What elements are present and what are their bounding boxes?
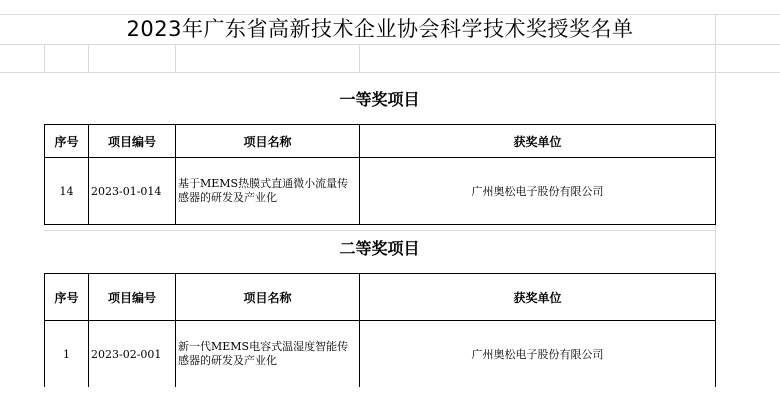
cell-unit: 广州奥松电子股份有限公司: [360, 321, 716, 388]
column-header-index: 序号: [45, 274, 89, 321]
gridline: [44, 230, 715, 231]
column-header-unit: 获奖单位: [360, 274, 716, 321]
second-prize-table: [44, 273, 716, 387]
table-row: [45, 158, 716, 225]
gridline: [44, 44, 45, 72]
section-heading-first-prize: 一等奖项目: [339, 90, 420, 109]
cell-code: 2023-02-001: [89, 321, 176, 388]
cell-project-name: 基于MEMS热膜式直通微小流量传感器的研发及产业化: [176, 158, 360, 225]
cell-index: 14: [45, 158, 89, 225]
cell-project-name: 新一代MEMS电容式温湿度智能传感器的研发及产业化: [176, 321, 360, 388]
gridline: [0, 44, 780, 45]
section-heading-second-prize: 二等奖项目: [339, 239, 420, 258]
first-prize-table: [44, 124, 716, 225]
cell-unit: 广州奥松电子股份有限公司: [360, 158, 716, 225]
gridline: [0, 72, 780, 73]
column-header-index: 序号: [45, 125, 89, 158]
table-header-row: [45, 274, 716, 321]
column-header-code: 项目编号: [89, 125, 176, 158]
gridline: [175, 44, 176, 72]
gridline: [88, 44, 89, 72]
cell-index: 1: [45, 321, 89, 388]
cell-code: 2023-01-014: [89, 158, 176, 225]
table-header-row: [45, 125, 716, 158]
column-header-name: 项目名称: [176, 274, 360, 321]
column-header-code: 项目编号: [89, 274, 176, 321]
document-title: 2023年广东省高新技术企业协会科学技术奖授奖名单: [126, 17, 634, 41]
table-row: [45, 321, 716, 388]
column-header-name: 项目名称: [176, 125, 360, 158]
gridline: [359, 44, 360, 72]
column-header-unit: 获奖单位: [360, 125, 716, 158]
